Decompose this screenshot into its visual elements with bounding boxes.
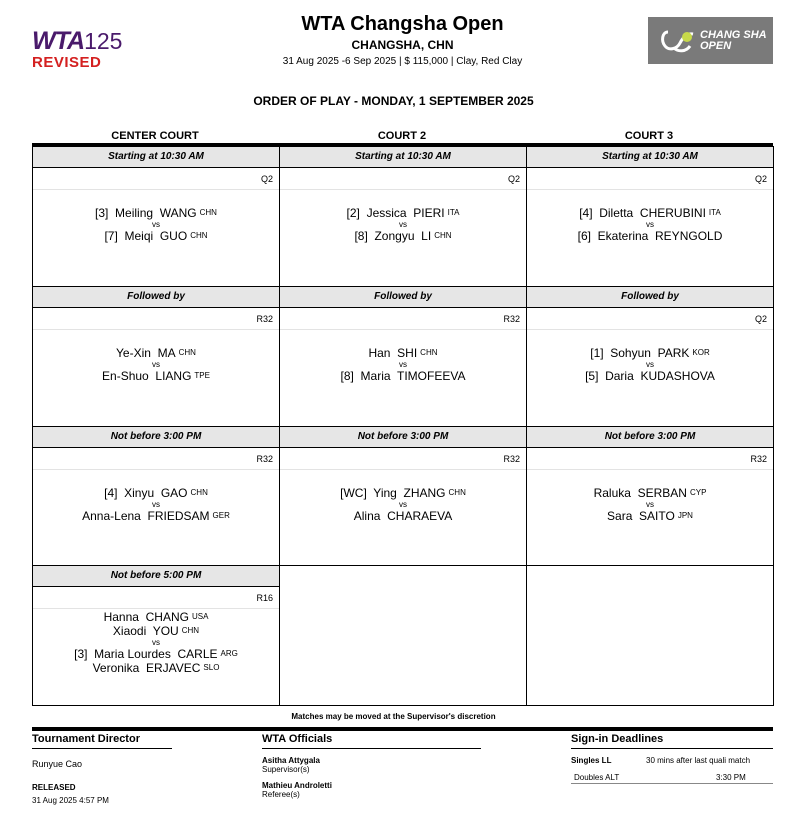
player-nationality: ARG [220, 649, 238, 658]
player-first-name: Diletta [599, 206, 634, 220]
round-label: R32 [280, 308, 526, 330]
start-time: Not before 3:00 PM [33, 427, 279, 448]
vs-label: vs [646, 360, 654, 369]
player-first-name: Ye-Xin [116, 346, 151, 360]
sponsor-logo-text [700, 30, 767, 52]
player-nationality: ITA [447, 208, 460, 217]
player-last-name: SHI [397, 346, 418, 360]
referee-name: Mathieu Androletti [262, 781, 332, 790]
player-line [33, 229, 279, 243]
match-cell [279, 146, 527, 287]
player-nationality: USA [191, 612, 209, 621]
player-nationality: GER [212, 511, 230, 520]
player-first-name: Anna-Lena [82, 509, 141, 523]
player-first-name: Zongyu [374, 229, 415, 243]
wta-logo-number: 125 [84, 28, 123, 54]
released-label: RELEASED [32, 783, 76, 792]
player-first-name: Daria [605, 369, 634, 383]
match [33, 330, 279, 383]
disclaimer: Matches may be moved at the Supervisor's discretion [291, 712, 496, 721]
round-label: R16 [33, 587, 279, 609]
tournament-info: 31 Aug 2025 -6 Sep 2025 | $ 115,000 | Clay, Red Clay [282, 56, 523, 67]
order-of-play-heading: ORDER OF PLAY - MONDAY, 1 SEPTEMBER 2025 [253, 94, 534, 108]
vs-label: vs [646, 220, 654, 229]
player-last-name: SERBAN [637, 486, 687, 500]
deadline-row-doubles [571, 773, 773, 784]
vs-label: vs [152, 500, 160, 509]
player-last-name: LIANG [155, 369, 192, 383]
vs-label: vs [399, 360, 407, 369]
player-first-name: Maria Lourdes [94, 647, 171, 661]
player-last-name: WANG [159, 206, 197, 220]
court-heading-2: COURT 2 [377, 130, 427, 142]
deadline-value: 3:30 PM [716, 773, 746, 782]
wta-logo-text: WTA [32, 27, 85, 55]
deadline-row-singles [571, 756, 773, 765]
player-line [280, 206, 526, 220]
player-line [527, 346, 773, 360]
match-cell [526, 286, 774, 427]
deadline-value: 30 mins after last quali match [646, 756, 751, 765]
player-first-name: Maria [360, 369, 391, 383]
player-last-name: SAITO [639, 509, 675, 523]
player-line [33, 509, 279, 523]
player-line [527, 509, 773, 523]
player-last-name: KUDASHOVA [640, 369, 715, 383]
player-nationality: JPN [677, 511, 693, 520]
start-time: Not before 5:00 PM [33, 566, 279, 587]
round-label: Q2 [33, 168, 279, 190]
player-seed: [6] [577, 229, 591, 243]
player-first-name: Hanna [103, 610, 139, 624]
match-cell [32, 146, 280, 287]
player-line [527, 486, 773, 500]
round-label: R32 [280, 448, 526, 470]
player-seed: [8] [340, 369, 354, 383]
player-line [33, 369, 279, 383]
player-line [280, 346, 526, 360]
player-last-name: CARLE [177, 647, 218, 661]
player-last-name: CHERUBINI [639, 206, 706, 220]
player-line [280, 509, 526, 523]
player-first-name: Meiling [115, 206, 154, 220]
player-last-name: PIERI [413, 206, 445, 220]
player-seed: [4] [104, 486, 118, 500]
round-label: Q2 [527, 308, 773, 330]
player-last-name: MA [157, 346, 176, 360]
player-line [33, 206, 279, 220]
revised-label: REVISED [32, 54, 102, 71]
player-last-name: PARK [657, 346, 690, 360]
player-seed: [WC] [340, 486, 367, 500]
empty-cell [526, 565, 774, 706]
wta-125-logo [32, 28, 122, 71]
round-label: R32 [33, 308, 279, 330]
player-seed: [1] [590, 346, 604, 360]
player-seed: [3] [74, 647, 88, 661]
player-first-name: Ekaterina [597, 229, 649, 243]
deadline-label: Doubles ALT [574, 773, 620, 782]
vs-label: vs [399, 500, 407, 509]
player-nationality: CHN [190, 231, 208, 240]
director-column [32, 733, 172, 805]
player-first-name: Xiaodi [112, 624, 147, 638]
match [527, 190, 773, 243]
player-first-name: Raluka [593, 486, 631, 500]
match-cell [32, 286, 280, 427]
director-heading: Tournament Director [32, 733, 172, 749]
match-cell [32, 565, 280, 706]
round-label: R32 [33, 448, 279, 470]
player-last-name: ERJAVEC [145, 661, 201, 675]
supervisor-name: Asitha Attygala [262, 756, 320, 765]
round-label: R32 [527, 448, 773, 470]
player-nationality: TPE [194, 371, 210, 380]
player-line [527, 369, 773, 383]
tennis-ball-emblem-icon [660, 28, 694, 54]
player-last-name: FRIEDSAM [147, 509, 210, 523]
match-cell [279, 286, 527, 427]
match [527, 330, 773, 383]
player-last-name: TIMOFEEVA [397, 369, 466, 383]
released-date: 31 Aug 2025 4:57 PM [32, 796, 109, 805]
match-cell [32, 426, 280, 567]
player-line [33, 661, 279, 675]
officials-heading: WTA Officials [262, 733, 481, 749]
player-first-name: En-Shuo [102, 369, 149, 383]
player-first-name: Sara [607, 509, 633, 523]
player-last-name: YOU [152, 624, 179, 638]
player-line [527, 229, 773, 243]
player-line [33, 346, 279, 360]
player-first-name: Ying [373, 486, 397, 500]
player-last-name: GAO [160, 486, 188, 500]
tournament-title: WTA Changsha Open [301, 13, 504, 35]
officials-column [262, 733, 481, 799]
player-seed: [5] [585, 369, 599, 383]
vs-label: vs [152, 638, 160, 647]
player-last-name: CHANG [145, 610, 189, 624]
player-seed: [8] [354, 229, 368, 243]
match [280, 330, 526, 383]
player-last-name: LI [421, 229, 432, 243]
round-label: Q2 [527, 168, 773, 190]
start-time: Followed by [280, 287, 526, 308]
match [280, 190, 526, 243]
start-time: Followed by [33, 287, 279, 308]
deadlines-heading: Sign-in Deadlines [571, 733, 773, 749]
player-line [33, 486, 279, 500]
player-nationality: CHN [178, 348, 196, 357]
match [280, 470, 526, 523]
vs-label: vs [399, 220, 407, 229]
player-nationality: CHN [434, 231, 452, 240]
player-nationality: CYP [689, 488, 707, 497]
match [33, 190, 279, 243]
match-cell [526, 426, 774, 567]
start-time: Starting at 10:30 AM [280, 147, 526, 168]
sponsor-logo-line2: OPEN [700, 39, 732, 52]
start-time: Followed by [527, 287, 773, 308]
referee-role: Referee(s) [262, 790, 300, 799]
player-first-name: Han [368, 346, 391, 360]
player-seed: [3] [95, 206, 109, 220]
player-first-name: Sohyun [610, 346, 651, 360]
player-last-name: GUO [159, 229, 188, 243]
player-line [33, 647, 279, 661]
start-time: Not before 3:00 PM [527, 427, 773, 448]
player-first-name: Meiqi [124, 229, 154, 243]
court-heading-3: COURT 3 [624, 130, 674, 142]
player-nationality: CHN [199, 208, 217, 217]
vs-label: vs [646, 500, 654, 509]
bottom-rule [32, 727, 773, 731]
player-line [33, 610, 279, 624]
player-first-name: Jessica [366, 206, 407, 220]
tournament-city: CHANGSHA, CHN [351, 38, 454, 52]
start-time: Starting at 10:30 AM [527, 147, 773, 168]
player-line [280, 229, 526, 243]
match-cell [279, 426, 527, 567]
player-nationality: KOR [692, 348, 710, 357]
player-last-name: ZHANG [403, 486, 446, 500]
doubles-match [33, 609, 279, 675]
player-first-name: Veronika [92, 661, 140, 675]
vs-label: vs [152, 220, 160, 229]
player-seed: [7] [104, 229, 118, 243]
empty-cell [279, 565, 527, 706]
vs-label: vs [152, 360, 160, 369]
player-first-name: Alina [353, 509, 381, 523]
start-time: Not before 3:00 PM [280, 427, 526, 448]
player-line [527, 206, 773, 220]
title-block [200, 12, 605, 68]
start-time: Starting at 10:30 AM [33, 147, 279, 168]
player-nationality: CHN [190, 488, 208, 497]
player-nationality: CHN [448, 488, 466, 497]
deadlines-column [571, 733, 773, 784]
deadline-label: Singles LL [571, 756, 612, 765]
player-nationality: CHN [181, 626, 200, 635]
round-label: Q2 [280, 168, 526, 190]
changsha-open-logo [648, 17, 773, 64]
player-seed: [4] [579, 206, 593, 220]
player-nationality: ITA [708, 208, 721, 217]
player-last-name: CHARAEVA [387, 509, 453, 523]
match-cell [526, 146, 774, 287]
player-line [280, 486, 526, 500]
sponsor-logo-line1: CHANG SHA [700, 28, 767, 41]
player-nationality: SLO [203, 663, 220, 672]
supervisor-role: Supervisor(s) [262, 765, 310, 774]
player-seed: [2] [346, 206, 360, 220]
player-first-name: Xinyu [124, 486, 155, 500]
match [33, 470, 279, 523]
player-line [280, 369, 526, 383]
director-name: Runyue Cao [32, 759, 83, 769]
player-line [33, 624, 279, 638]
player-nationality: CHN [420, 348, 438, 357]
court-heading-center: CENTER COURT [111, 130, 199, 142]
match [527, 470, 773, 523]
player-last-name: REYNGOLD [655, 229, 723, 243]
